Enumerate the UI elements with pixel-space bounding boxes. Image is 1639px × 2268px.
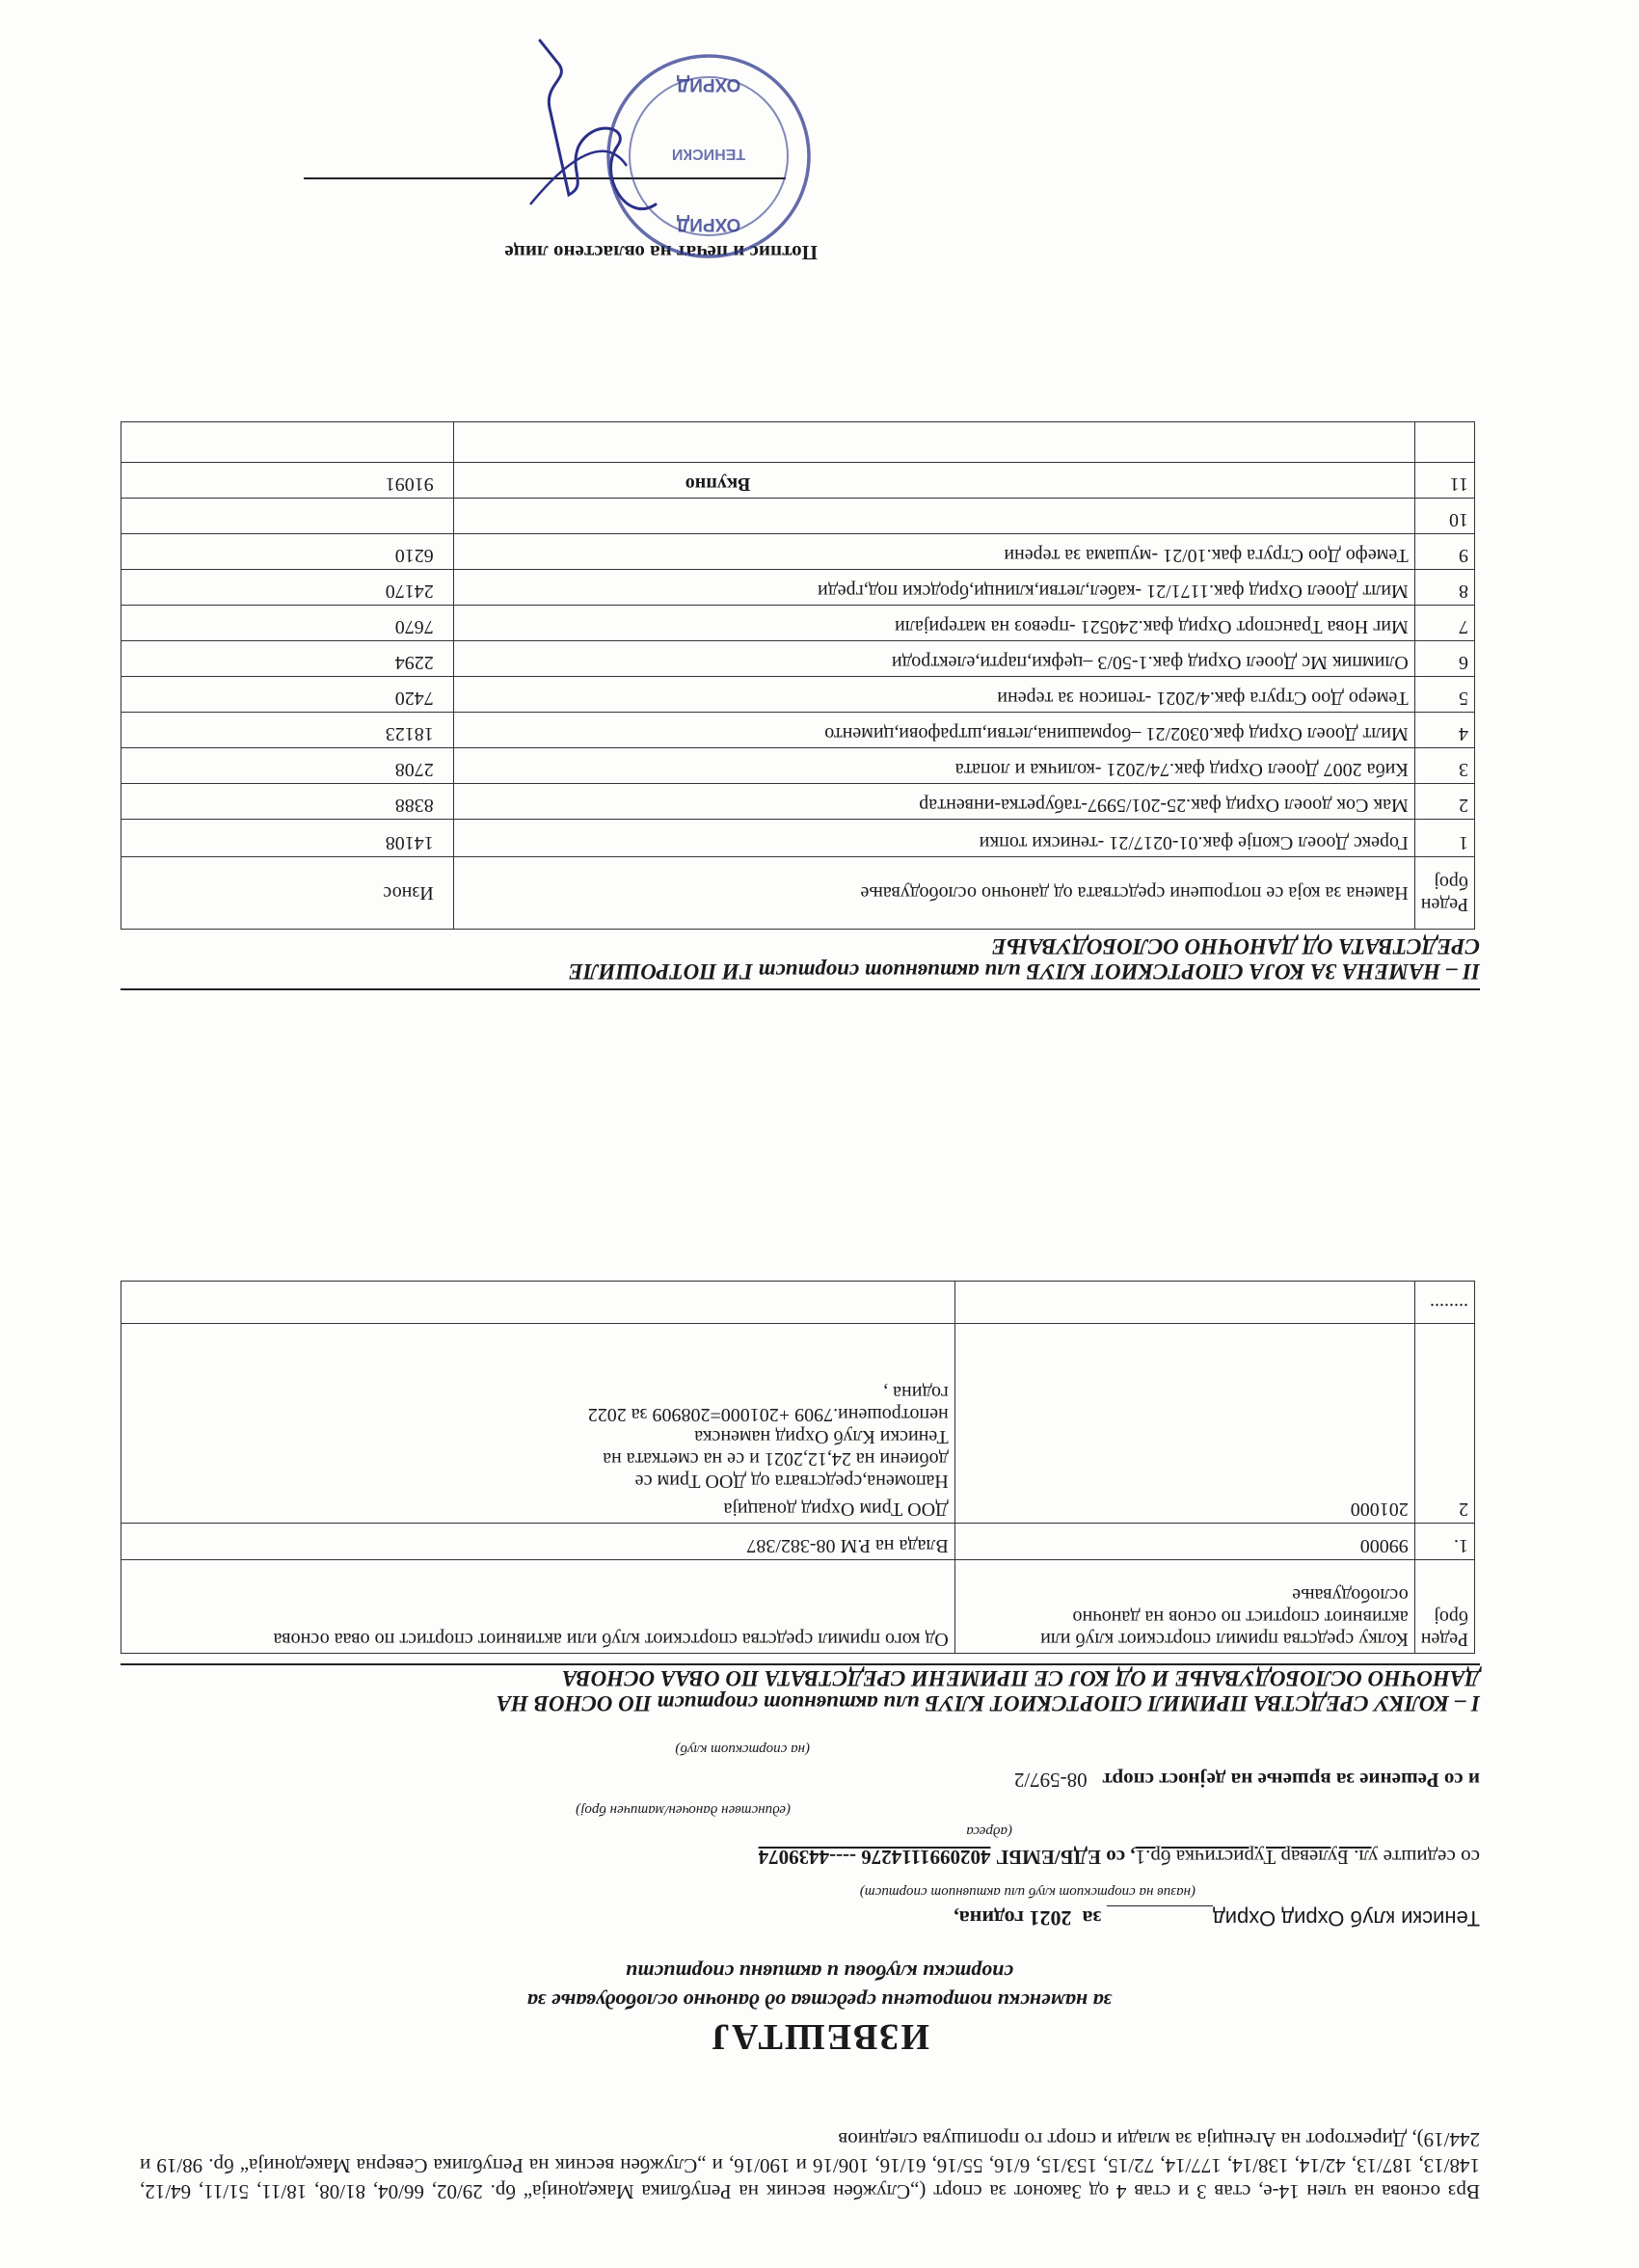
s2-header-purpose: Намена за која се потрошени средствата од даночно ослободување [453,857,1414,930]
club-name: Тениски клуб Охрид Охрид [1212,1906,1480,1930]
section-2-title-line-1: II – НАМЕНА ЗА КОЈА СПОРТСКИОТ КЛУБ или активниот спортист ГИ ПОТРОШИЛЕ [568,959,1480,984]
s2-row-6-amount: 2294 [121,641,454,677]
s2-row-2-amount: 8388 [121,784,454,820]
s2-row-12-purpose [453,422,1414,463]
s1-row-2-num: 2 [1414,1324,1474,1524]
s2-row-7-purpose: Миг Нова Транспорт Охрид фак.240521 -превоз на материјали [453,606,1414,641]
document-title: ИЗВЕШТАЈ [710,2016,929,2057]
s2-row-9-num: 9 [1414,534,1474,570]
club-name-blank [1107,1905,1213,1906]
decision-text: и со Решение за вршење на дејност спорт [1102,1768,1480,1792]
s1-row-1-num: 1. [1414,1524,1474,1560]
table-row [121,1324,1475,1524]
s2-row-7-num: 7 [1414,606,1474,641]
s2-row-10-purpose [453,499,1414,534]
s2-row-3-amount: 2708 [121,748,454,784]
club-name-line [954,1905,1480,1930]
s1-row-1-source: Влада на Р.М 08-382/387 [121,1524,955,1560]
report-year: 2021 година, [954,1906,1072,1930]
subtitle-line-2: спортски клубови и активни спортисти [626,1960,1013,1984]
stamp [598,45,820,267]
section-1-header-row [121,1560,1475,1654]
table-row [121,463,1475,499]
subtitle-line-1: за наменски потрошени средства од даночно ослободување за [526,1989,1113,2013]
s2-row-12-num [1414,422,1474,463]
table-row [121,606,1475,641]
decision-line [1014,1768,1480,1792]
s1-row-3-source [121,1282,955,1324]
document-subtitle [0,1958,1639,2015]
s2-header-amount: Износ [121,857,454,930]
section-2-rule [121,988,1480,990]
s1-row-3-amount [954,1282,1414,1324]
s2-row-3-num: 3 [1414,748,1474,784]
table-row [121,641,1475,677]
s2-row-4-num: 4 [1414,713,1474,748]
s2-total-amount: 91091 [121,463,454,499]
section-2-header-row [121,857,1475,930]
s1-row-3-dots: ........ [1414,1282,1474,1324]
section-2-title-line-2: СРЕДСТВАТА ОД ДАНОЧНО ОСЛОБОДУВАЊЕ [991,934,1480,958]
decision-caption: (на спортскиот клуб) [675,1742,810,1757]
section-1-title-line-1: I – КОЛКУ СРЕДСТВА ПРИМИЛ СПОРТСКИОТ КЛУБ или активниот спортист ПО ОСНОВ НА [496,1691,1480,1715]
table-row [121,499,1475,534]
s1-header-num: Реден број [1414,1560,1474,1654]
s1-header-amount: Колку средства примил спортскиот клуб или активниот спортист по основ на даночно ослободување [954,1560,1414,1654]
section-2-table [121,421,1475,930]
year-prefix: за [1082,1906,1102,1930]
s2-row-1-num: 1 [1414,820,1474,857]
s2-total-label: Вкупно [453,463,1414,499]
s1-header-source: Од кого примил средства спортскиот клуб или активниот спортист по оваа основа [121,1560,955,1654]
section-1-table [121,1281,1475,1654]
table-row [121,820,1475,857]
s2-row-1-amount: 14108 [121,820,454,857]
s2-row-2-num: 2 [1414,784,1474,820]
s2-row-3-purpose: Киба 2007 Дооел Охрид фак.74/2021 -количка и лопата [453,748,1414,784]
section-1-rule [121,1663,1480,1665]
intro-paragraph: Врз основа на член 14-е, став 3 и став 4 од Законот за спорт („Службен весник на Република Македонија“ бр. 29/02, 66/04, 81/08, 18/11, 51/11, 64/12, 148/13, 187/13, 42/14, 138/14, 177/14, 72/15, 153/15, 6/16, 55/16, 61/16, 106/16 и 190/16, и „Службен весник на Република Северна Македонија“ бр. 98/19 и 244/19), Директорот на Агенција за млади и спорт го пропишува следниов [140,2128,1480,2203]
s1-row-1-amount: 99000 [954,1524,1414,1560]
address-caption: (адреса [966,1823,1012,1839]
seat-line [759,1845,1480,1869]
table-row [121,677,1475,713]
table-row [121,1282,1475,1324]
s2-row-6-num: 6 [1414,641,1474,677]
s1-row-2-note: Напомена,средствата од ДОО Трим се добиени на 24,12,2021 и се на сметката на Тениски Клуб Охрид наменска непотрошени.7909 +201000=208909 за 2022 година , [587,1382,949,1492]
edb-prefix: , со ЕДБ/ЕМБГ [995,1846,1136,1869]
s2-row-5-amount: 7420 [121,677,454,713]
s2-row-11-num: 11 [1414,463,1474,499]
stamp-text-top: ОХРИД [676,214,741,234]
club-name-caption: (назив на спортскиот клуб или активниот спортист) [859,1884,1196,1900]
section-1-title [140,1665,1480,1715]
table-row [121,534,1475,570]
table-row [121,570,1475,606]
s2-row-10-num: 10 [1414,499,1474,534]
s2-row-5-num: 5 [1414,677,1474,713]
section-2-title [140,933,1480,984]
s2-row-4-purpose: Милт Дооел Охрид фак.0302/21 –бормашина,летви,штрафови,цименто [453,713,1414,748]
s2-row-9-purpose: Темефо Доо Струга фак.10/21 -мушама за терени [453,534,1414,570]
signature-label: Потпис и печат на овластено лице [504,241,818,264]
s2-row-4-amount: 18123 [121,713,454,748]
s1-row-2-amount: 201000 [954,1324,1414,1524]
address: ул. Булевар Туристичка бр.1 [1135,1846,1379,1869]
edb-number: 4020991114276 ----4439074 [758,1846,991,1869]
s2-row-1-purpose: Горекс Дооел Скопје фак.01-0217/21 -тениски топки [453,820,1414,857]
s2-row-2-purpose: Мак Сок дооел Охрид фак.25-201/5997-табуретка-инвентар [453,784,1414,820]
s2-row-9-amount: 6210 [121,534,454,570]
table-row [121,713,1475,748]
stamp-text-bottom: ОХРИД [676,74,741,94]
table-row [121,748,1475,784]
s2-row-7-amount: 7670 [121,606,454,641]
s2-row-10-amount [121,499,454,534]
table-row [121,1524,1475,1560]
s2-header-num: Реден број [1414,857,1474,930]
seat-prefix: со седиште [1383,1846,1480,1869]
edb-caption: (единствен даночен/матичен број) [576,1802,791,1818]
s2-row-5-purpose: Темеро Доо Струга фак.4/2021 -теписон за терени [453,677,1414,713]
s2-row-12-amount [121,422,454,463]
stamp-text-mid: ТЕНИСКИ [671,146,746,162]
s2-row-8-purpose: Милт Дооел Охрид фак.1171/21 -кабел,летви,клинци,бродски под,греди [453,570,1414,606]
s2-row-8-amount: 24170 [121,570,454,606]
table-row [121,784,1475,820]
s1-row-2-source [121,1324,955,1524]
section-1-title-line-2: ДАНОЧНО ОСЛОБОДУВАЊЕ И ОД КОЈ СЕ ПРИМЕНИ СРЕДСТВАТА ПО ОВАА ОСНОВА [561,1666,1480,1690]
decision-number: 08-597/2 [1013,1768,1088,1792]
s2-row-6-purpose: Олимпик Мс Дооел Охрид фак.1-50/3 –цефки,парти,електроди [453,641,1414,677]
table-row [121,422,1475,463]
s2-row-8-num: 8 [1414,570,1474,606]
s1-row-2-source-text: ДОО Трим Охрид донација [723,1498,949,1520]
